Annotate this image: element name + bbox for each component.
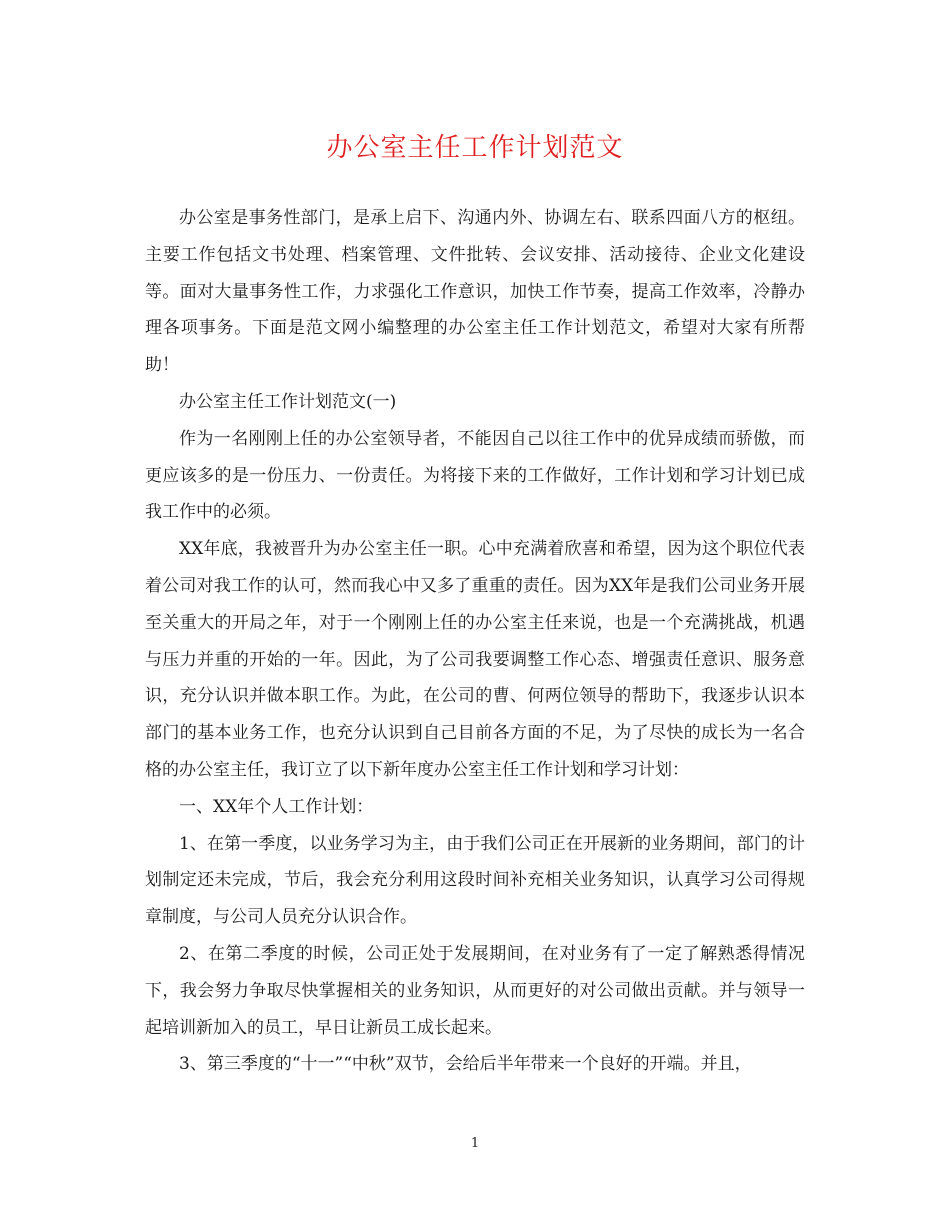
page-number: 1 — [470, 1136, 480, 1151]
paragraph-list-item: 2、在第二季度的时候，公司正处于发展期间，在对业务有了一定了解熟悉得情况下，我会努力争取尽快掌握相关的业务知识，从而更好的对公司做出贡献。并与领导一起培训新加入的员工，早日让新员工成长起来。 — [145, 943, 805, 1038]
paragraph-list-item: 1、在第一季度，以业务学习为主，由于我们公司正在开展新的业务期间，部门的计划制定还未完成，节后，我会充分利用这段时间补充相关业务知识，认真学习公司得规章制度，与公司人员充分认识合作。 — [145, 833, 805, 928]
paragraph-section-heading: 办公室主任工作计划范文(一) — [179, 391, 397, 412]
document-title: 办公室主任工作计划范文 — [326, 133, 624, 163]
paragraph-intro: 办公室是事务性部门，是承上启下、沟通内外、协调左右、联系四面八方的枢纽。主要工作包括文书处理、档案管理、文件批转、会议安排、活动接待、企业文化建设等。面对大量事务性工作，力求强化工作意识，加快工作节奏，提高工作效率，冷静办理各项事务。下面是范文网小编整理的办公室主任工作计划范文，希望对大家有所帮助！ — [145, 208, 805, 376]
paragraph: 作为一名刚刚上任的办公室领导者，不能因自己以往工作中的优异成绩而骄傲，而更应该多的是一份压力、一份责任。为将接下来的工作做好，工作计划和学习计划已成我工作中的必须。 — [145, 428, 805, 523]
document-body — [145, 200, 805, 1083]
paragraph-list-item: 3、第三季度的“十一”“中秋”双节，会给后半年带来一个良好的开端。并且， — [179, 1054, 752, 1075]
paragraph: XX年底，我被晋升为办公室主任一职。心中充满着欣喜和希望，因为这个职位代表着公司对我工作的认可，然而我心中又多了重重的责任。因为XX年是我们公司业务开展至关重大的开局之年，对于一个刚刚上任的办公室主任来说，也是一个充满挑战，机遇与压力并重的开始的一年。因此，为了公司我要调整工作心态、增强责任意识、服务意识，充分认识并做本职工作。为此，在公司的曹、何两位领导的帮助下，我逐步认识本部门的基本业务工作，也充分认识到自己目前各方面的不足，为了尽快的成长为一名合格的办公室主任，我订立了以下新年度办公室主任工作计划和学习计划： — [145, 539, 805, 780]
paragraph-plan-heading: 一、XX年个人工作计划： — [179, 796, 374, 817]
